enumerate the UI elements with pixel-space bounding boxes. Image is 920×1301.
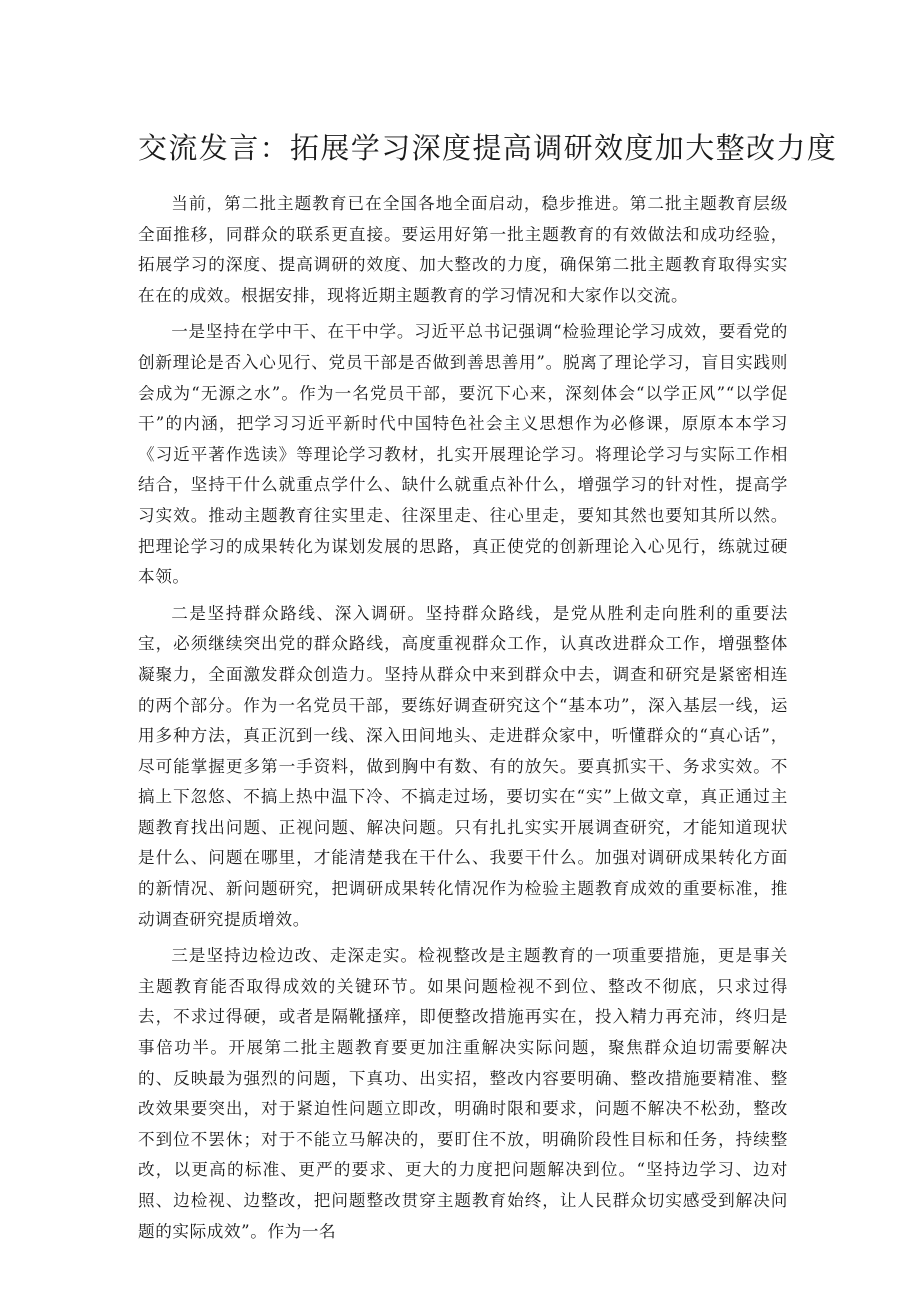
paragraph-intro: 当前，第二批主题教育已在全国各地全面启动，稳步推进。第二批主题教育层级全面推移，同群众的联系更直接。要运用好第一批主题教育的有效做法和成功经验，拓展学习的深度、提高调研的效度、加大整改的力度，确保第二批主题教育取得实实在在的成效。根据安排，现将近期主题教育的学习情况和大家作以交流。 [138,194,788,305]
paragraph-point-two: 二是坚持群众路线、深入调研。坚持群众路线，是党从胜利走向胜利的重要法宝，必须继续突出党的群众路线，高度重视群众工作，认真改进群众工作，增强整体凝聚力，全面激发群众创造力。坚持从群众中来到群众中去，调查和研究是紧密相连的两个部分。作为一名党员干部，要练好调查研究这个“基本功”，深入基层一线，运用多种方法，真正沉到一线、深入田间地头、走进群众家中，听懂群众的“真心话”，尽可能掌握更多第一手资料，做到胸中有数、有的放矢。要真抓实干、务求实效。不搞上下忽悠、不搞上热中温下冷、不搞走过场，要切实在“实”上做文章，真正通过主题教育找出问题、正视问题、解决问题。只有扎扎实实开展调查研究，才能知道现状是什么、问题在哪里，才能清楚我在干什么、我要干什么。加强对调研成果转化方面的新情况、新问题研究，把调研成果转化情况作为检验主题教育成效的重要标准，推动调查研究提质增效。 [138,603,788,929]
paragraph-point-one: 一是坚持在学中干、在干中学。习近平总书记强调“检验理论学习成效，要看党的创新理论是否入心见行、党员干部是否做到善思善用”。脱离了理论学习，盲目实践则会成为“无源之水”。作为一名党员干部，要沉下心来，深刻体会“以学正风”“以学促干”的内涵，把学习习近平新时代中国特色社会主义思想作为必修课，原原本本学习《习近平著作选读》等理论学习教材，扎实开展理论学习。将理论学习与实际工作相结合，坚持干什么就重点学什么、缺什么就重点补什么，增强学习的针对性，提高学习实效。推动主题教育往实里走、往深里走、往心里走，要知其然也要知其所以然。把理论学习的成果转化为谋划发展的思路，真正使党的创新理论入心见行，练就过硬本领。 [138,322,788,587]
document-body [138,189,788,1253]
paragraph-point-three: 三是坚持边检边改、走深走实。检视整改是主题教育的一项重要措施，更是事关主题教育能否取得成效的关键环节。如果问题检视不到位、整改不彻底，只求过得去，不求过得硬，或者是隔靴搔痒，即便整改措施再实在，投入精力再充沛，终归是事倍功半。开展第二批主题教育要更加注重解决实际问题，聚焦群众迫切需要解决的、反映最为强烈的问题，下真功、出实招，整改内容要明确、整改措施要精准、整改效果要突出，对于紧迫性问题立即改，明确时限和要求，问题不解决不松劲，整改不到位不罢休；对于不能立马解决的，要盯住不放，明确阶段性目标和任务，持续整改，以更高的标准、更严的要求、更大的力度把问题解决到位。“坚持边学习、边对照、边检视、边整改，把问题整改贯穿主题教育始终，让人民群众切实感受到解决问题的实际成效”。作为一名 [138,946,788,1241]
document-title: 交流发言：拓展学习深度提高调研效度加大整改力度 [138,131,838,165]
